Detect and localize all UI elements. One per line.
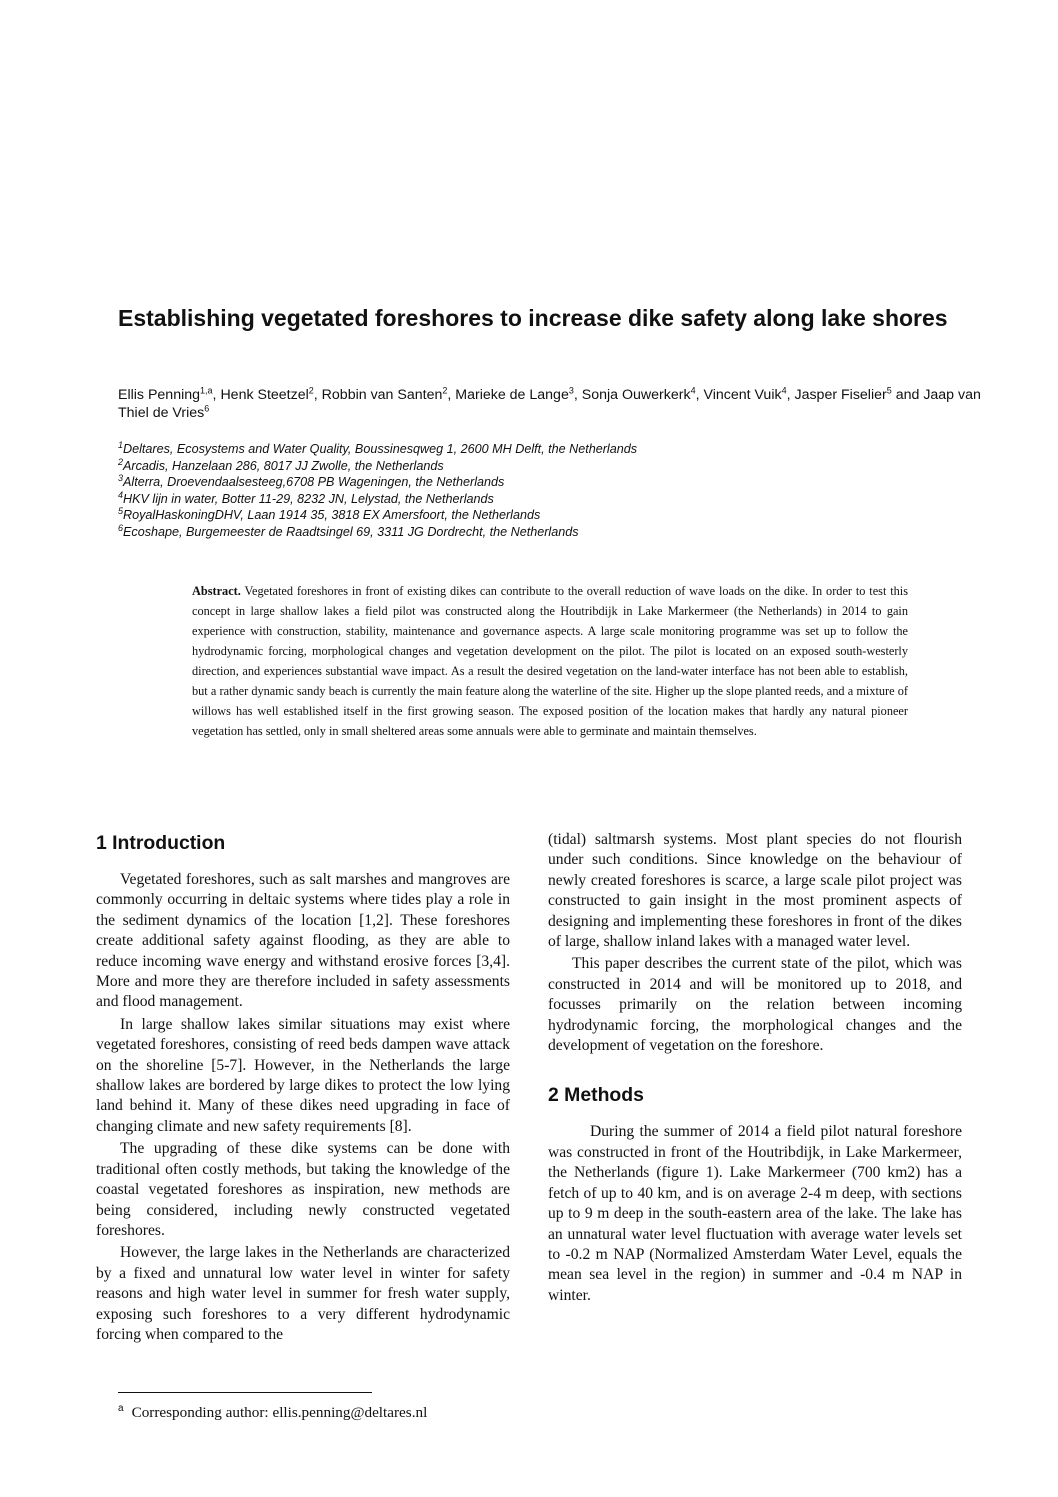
author: Jasper Fiselier$^5$ and xyxy=(794,385,924,403)
footnote-rule xyxy=(118,1392,372,1393)
footnote-mark: a xyxy=(118,1403,124,1414)
affiliation: $^1$Deltares, Ecosystems and Water Quality, Boussinesqweg 1, 2600 MH Delft, the Netherlands xyxy=(118,439,638,456)
paragraph: (tidal) saltmarsh systems. Most plant species do not flourish under such conditions. Since knowledge on the behaviour of newly created foreshores is scarce, a large scale pilot project was constructed to gain insight in the most prominent aspects of designing and implementing these foreshores in front of the dikes of large, shallow inland lakes with a managed water level. xyxy=(548,831,962,951)
author: Jaap van Thiel de Vries$^6$ xyxy=(118,387,981,421)
author-list xyxy=(118,386,998,422)
affiliation: $^6$Ecoshape, Burgemeester de Raadtsingel 69, 3311 JG Dordrecht, the Netherlands xyxy=(118,522,579,539)
footnote xyxy=(118,1399,427,1423)
left-column xyxy=(96,830,510,1347)
affiliation: $^3$Alterra, Droevendaalsesteeg,6708 PB Wageningen, the Netherlands xyxy=(118,473,505,490)
affiliation: $^2$Arcadis, Hanzelaan 286, 8017 JJ Zwolle, the Netherlands xyxy=(118,456,444,473)
affiliation: $^5$RoyalHaskoningDHV, Laan 1914 35, 3818 EX Amersfoort, the Netherlands xyxy=(118,506,541,523)
author: Robbin van Santen$^2$, xyxy=(321,385,456,403)
abstract-text: Vegetated foreshores in front of existing dikes can contribute to the overall reduction of wave loads on the dike. In order to test this concept in large shallow lakes a field pilot was constructed along the Houtribdijk in Lake Markermeer (the Netherlands) in 2014 to gain experience with construction, stability, maintenance and governance aspects. A large scale monitoring programme was set up to follow the hydrodynamic forcing, morphological changes and vegetation development on the pilot. The pilot is located on an exposed south-westerly direction, and experiences substantial wave impact. As a result the desired vegetation on the land-water interface has not been able to establish, but a rather dynamic sandy beach is currently the main feature along the waterline of the site. Higher up the slope planted reeds, and a mixture of willows has well established itself in the first growing season. The exposed position of the location makes that hardly any natural pioneer vegetation has settled, only in small sheltered areas some annuals were able to germinate and maintain themselves. xyxy=(192,584,908,738)
author: Sonja Ouwerkerk$^4$, xyxy=(581,385,704,403)
author: Ellis Penning$^{1,a}$, xyxy=(118,385,221,403)
paragraph: The upgrading of these dike systems can be done with traditional often costly methods, but taking the knowledge of the coastal vegetated foreshores as inspiration, new methods are being considered, including newly constructed vegetated foreshores. xyxy=(96,1140,510,1239)
section-heading-introduction: 1 Introduction xyxy=(96,832,226,854)
paragraph: However, the large lakes in the Netherlands are characterized by a fixed and unnatural low water level in winter for safety reasons and high water level in summer for fresh water supply, exposing such foreshores to a very different hydrodynamic forcing when compared to the xyxy=(96,1244,510,1343)
author: Marieke de Lange$^3$, xyxy=(455,385,582,403)
paragraph: During the summer of 2014 a field pilot natural foreshore was constructed in front of the Houtribdijk, in Lake Markermeer, the Netherlands (figure 1). Lake Markermeer (700 km2) has a fetch of up to 40 km, and is on average 2-4 m deep, with sections up to 9 m deep in the south-eastern area of the lake. The lake has an unnatural water level fluctuation with average water levels set to -0.2 m NAP (Normalized Amsterdam Water Level, equals the mean sea level in the region) in summer and -0.4 m NAP in winter. xyxy=(548,1123,962,1304)
footnote-text: Corresponding author: ellis.penning@deltares.nl xyxy=(131,1404,428,1422)
author: Henk Steetzel$^2$, xyxy=(220,385,322,403)
affiliation: $^4$HKV lijn in water, Botter 11-29, 8232 JN, Lelystad, the Netherlands xyxy=(118,489,494,506)
section-heading-methods: 2 Methods xyxy=(548,1084,644,1107)
abstract-label: Abstract. xyxy=(192,584,241,598)
paragraph: This paper describes the current state of the pilot, which was constructed in 2014 and will be monitored up to 2018, and focusses primarily on the relation between incoming hydrodynamic forcing, the morphological changes and the development of vegetation on the foreshore. xyxy=(548,955,962,1055)
author: Vincent Vuik$^4$, xyxy=(703,385,795,403)
abstract xyxy=(192,581,908,741)
paper-title: Establishing vegetated foreshores to increase dike safety along lake shores xyxy=(118,305,948,331)
paragraph: Vegetated foreshores, such as salt marshes and mangroves are commonly occurring in deltaic systems where tides play a role in the sediment dynamics of the location [1,2]. These foreshores create additional safety against flooding, as they are able to reduce incoming wave energy and withstand erosive forces [3,4]. More and more they are therefore included in safety assessments and flood management. xyxy=(96,871,510,1011)
affiliation-list xyxy=(118,441,958,541)
paragraph: In large shallow lakes similar situations may exist where vegetated foreshores, consisting of reed beds dampen wave attack on the shoreline [5-7]. However, in the Netherlands the large shallow lakes are bordered by large dikes to protect the low lying land behind it. Many of these dikes need upgrading in face of changing climate and new safety requirements [8]. xyxy=(96,1015,510,1135)
right-column xyxy=(548,830,962,1308)
